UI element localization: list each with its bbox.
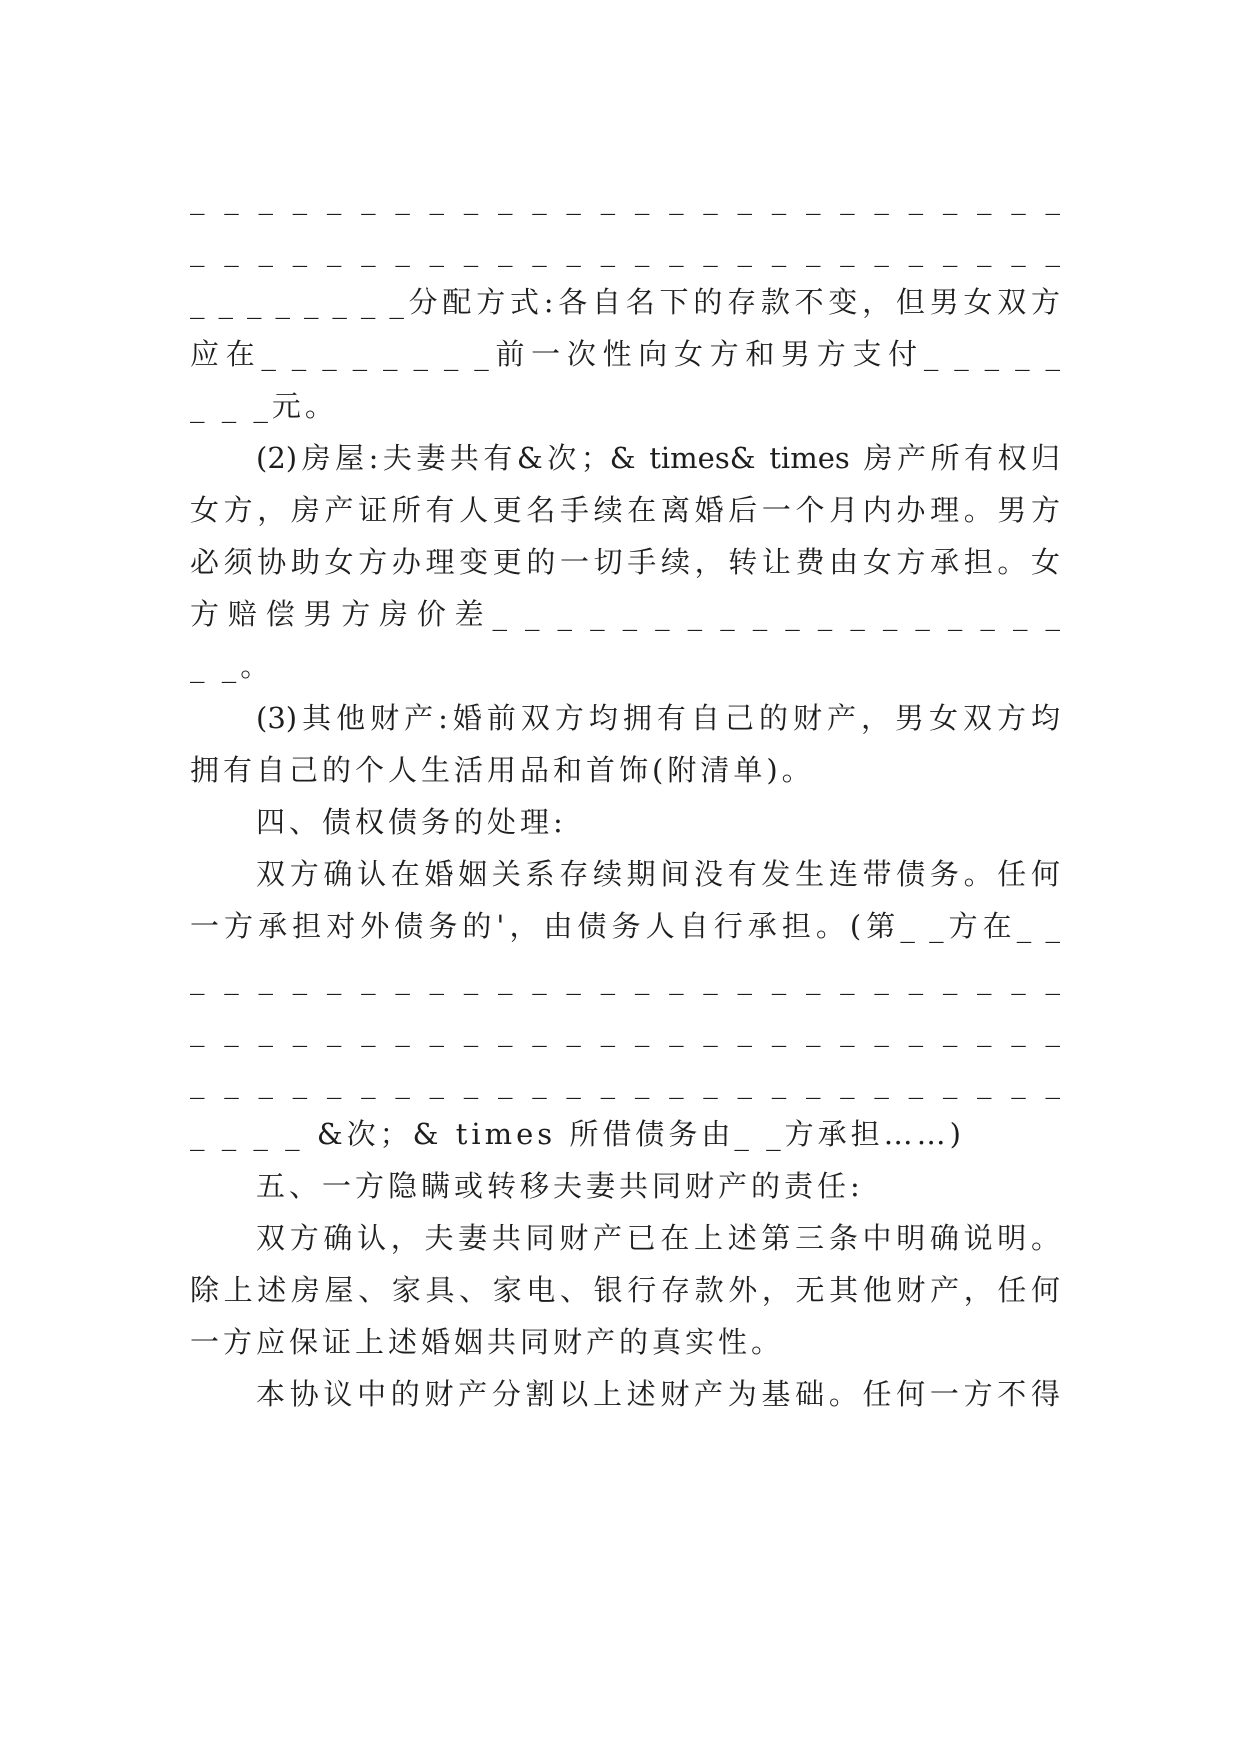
text-line: 一方应保证上述婚姻共同财产的真实性。 — [190, 1325, 785, 1359]
paragraph-line: 本协议中的财产分割以上述财产为基础。任何一方不得 — [256, 1377, 1060, 1411]
blank-line: _ _ _ _ _ _ _ _ _ _ _ _ _ _ _ _ _ _ _ _ _ _ _ _ _ _ — [190, 1013, 1060, 1047]
blank-line: _ _ _ _ _ _ _ _ _ _ _ _ _ _ _ _ _ _ _ _ _ _ _ _ _ _ — [190, 233, 1060, 267]
text-line: 应在_ _ _ _ _ _ _ _前一次性向女方和男方支付_ _ _ _ _ — [190, 337, 1060, 371]
text-line: _ _ _元。 — [190, 389, 338, 423]
text-line: 一方承担对外债务的'，由债务人自行承担。(第_ _方在_ _ — [190, 909, 1060, 943]
text-line: 除上述房屋、家具、家电、银行存款外，无其他财产，任何 — [190, 1273, 1060, 1307]
paragraph-line: (2)房屋:夫妻共有&次；& times& times 房产所有权归 — [256, 441, 1060, 475]
paragraph-line: 双方确认在婚姻关系存续期间没有发生连带债务。任何 — [256, 857, 1060, 891]
section-heading: 五、一方隐瞒或转移夫妻共同财产的责任: — [256, 1169, 864, 1203]
text-line: _ _。 — [190, 649, 274, 683]
text-line: 必须协助女方办理变更的一切手续，转让费由女方承担。女 — [190, 545, 1060, 579]
blank-line: _ _ _ _ _ _ _ _ _ _ _ _ _ _ _ _ _ _ _ _ _ _ _ _ _ _ — [190, 181, 1060, 215]
text-line: _ _ _ _ _ _ _ _分配方式:各自名下的存款不变，但男女双方 — [190, 285, 1060, 319]
text-line: _ _ _ _ &次；& times 所借债务由_ _方承担……) — [190, 1117, 965, 1151]
blank-line: _ _ _ _ _ _ _ _ _ _ _ _ _ _ _ _ _ _ _ _ _ _ _ _ _ _ — [190, 1065, 1060, 1099]
paragraph-line: (3)其他财产:婚前双方均拥有自己的财产，男女双方均 — [256, 701, 1060, 735]
text-line: 女方，房产证所有人更名手续在离婚后一个月内办理。男方 — [190, 493, 1060, 527]
text-line: 拥有自己的个人生活用品和首饰(附清单)。 — [190, 753, 815, 787]
section-heading: 四、债权债务的处理: — [256, 805, 567, 839]
text-line: 方赔偿男方房价差_ _ _ _ _ _ _ _ _ _ _ _ _ _ _ _ _ _ — [190, 597, 1060, 631]
blank-line: _ _ _ _ _ _ _ _ _ _ _ _ _ _ _ _ _ _ _ _ _ _ _ _ _ _ — [190, 961, 1060, 995]
paragraph-line: 双方确认，夫妻共同财产已在上述第三条中明确说明。 — [256, 1221, 1060, 1255]
